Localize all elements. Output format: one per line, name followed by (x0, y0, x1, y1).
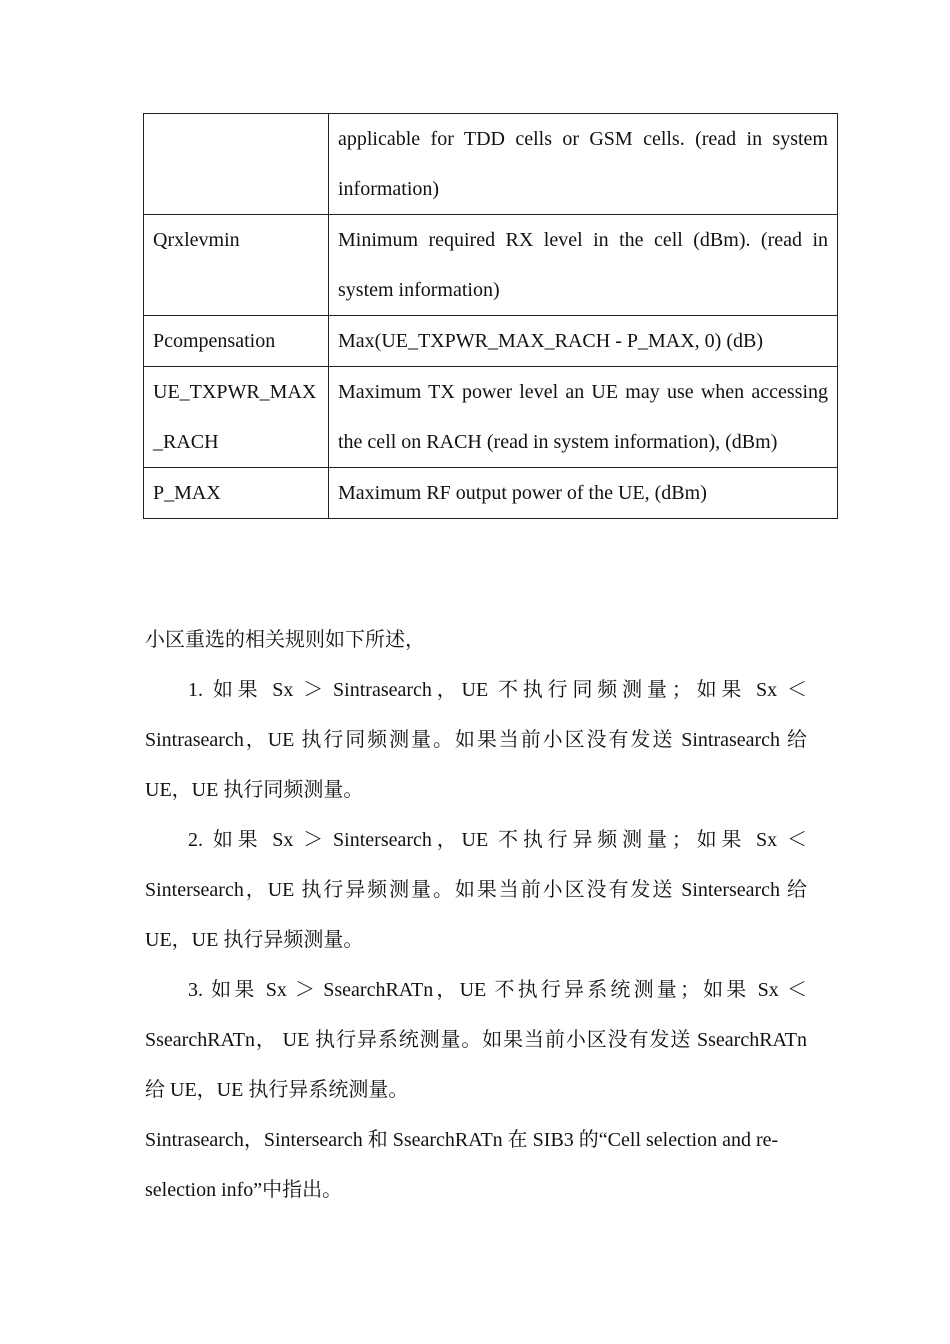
param-name: Pcompensation (144, 316, 329, 367)
rule-inter-frequency: 2. 如果 Sx ＞ Sintersearch，UE 不执行异频测量；如果 Sx ＜ Sintersearch，UE 执行异频测量。如果当前小区没有发送 Sintersearch 给 UE，UE 执行异频测量。 (145, 829, 807, 951)
param-name: Qrxlevmin (144, 215, 329, 316)
param-description: Maximum TX power level an UE may use when accessing the cell on RACH (read in system information), (dBm) (329, 367, 838, 468)
table-row (144, 367, 838, 468)
param-description: applicable for TDD cells or GSM cells. (read in system information) (329, 114, 838, 215)
param-name (144, 114, 329, 215)
table-row (144, 114, 838, 215)
parameter-table (143, 113, 838, 519)
param-name: P_MAX (144, 468, 329, 519)
param-description: Maximum RF output power of the UE, (dBm) (329, 468, 838, 519)
param-name: UE_TXPWR_MAX_RACH (144, 367, 329, 468)
rule-inter-rat: 3. 如果 Sx ＞ SsearchRATn，UE 不执行异系统测量；如果 Sx ＜ SsearchRATn， UE 执行异系统测量。如果当前小区没有发送 SsearchRATn 给 UE，UE 执行异系统测量。 (145, 979, 807, 1101)
table-row (144, 468, 838, 519)
body-text (145, 615, 807, 1215)
rule-intra-frequency: 1. 如果 Sx ＞ Sintrasearch，UE 不执行同频测量；如果 Sx ＜ Sintrasearch，UE 执行同频测量。如果当前小区没有发送 Sintrasearch 给 UE，UE 执行同频测量。 (145, 679, 807, 801)
table-row (144, 316, 838, 367)
table-row (144, 215, 838, 316)
param-description: Max(UE_TXPWR_MAX_RACH - P_MAX, 0) (dB) (329, 316, 838, 367)
param-description: Minimum required RX level in the cell (dBm). (read in system information) (329, 215, 838, 316)
intro-paragraph: 小区重选的相关规则如下所述， (145, 629, 425, 651)
note-paragraph: Sintrasearch，Sintersearch 和 SsearchRATn 在 SIB3 的“Cell selection and re-selection info”中指出。 (145, 1129, 779, 1201)
